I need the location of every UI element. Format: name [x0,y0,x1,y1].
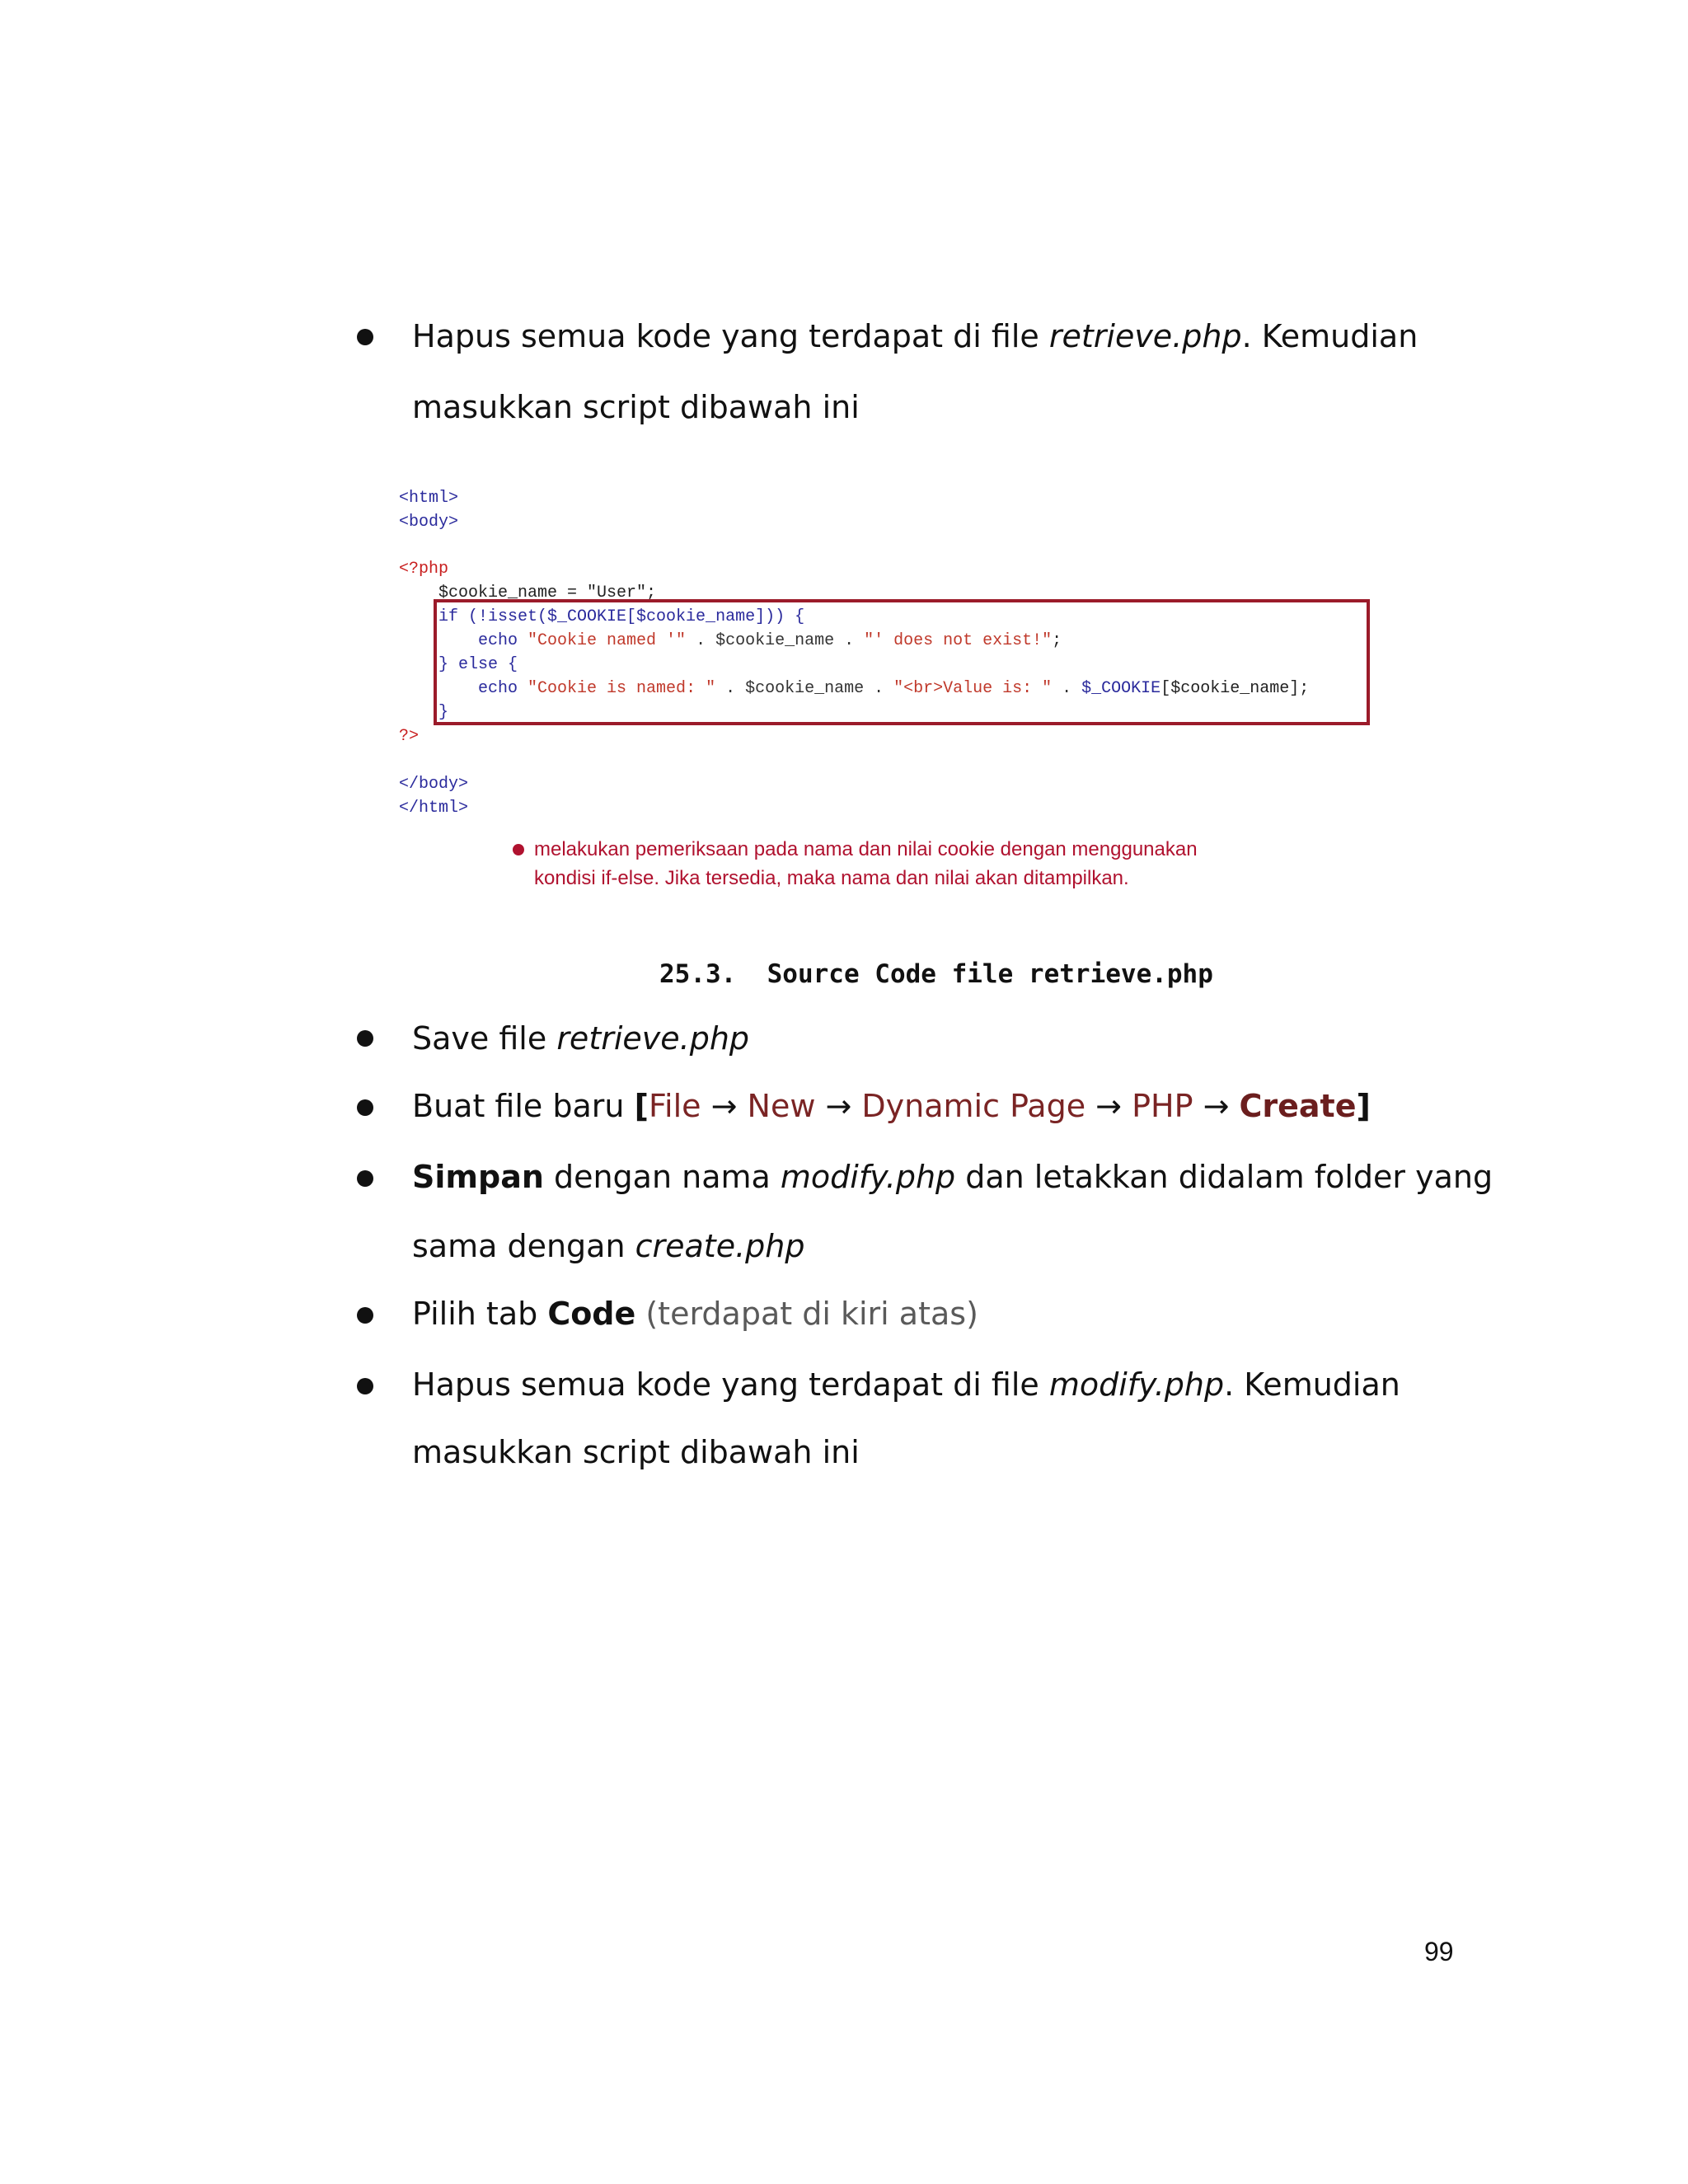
bullet-dot [357,329,373,345]
code-line-php-close: ?> [399,727,420,746]
code-line-php-open: <?php [399,560,449,579]
instruction-text-continued: sama dengan create.php [412,1228,805,1264]
bullet-dot [357,1030,373,1047]
instruction-text: Save file retrieve.php [412,1020,750,1057]
note-bullet-icon [513,844,524,855]
instruction-text: Pilih tab Code (terdapat di kiri atas) [412,1296,978,1332]
bullet-dot [357,1378,373,1394]
instruction-text-continued: masukkan script dibawah ini [412,1434,860,1470]
code-line-echo-not-exist: echo "Cookie named '" . $cookie_name . "' does not exist!"; [399,631,1062,650]
code-note-line-1: melakukan pemeriksaan pada nama dan nilai cookie dengan menggunakan [534,838,1198,860]
page-number: 99 [1424,1937,1454,1966]
bullet-dot [357,1099,373,1116]
instruction-text: Simpan dengan nama modify.php dan letakkan didalam folder yang [412,1159,1493,1195]
instruction-text-continued: masukkan script dibawah ini [412,389,860,425]
code-line-html-close: </html> [399,799,469,818]
instruction-text-menu-path: Buat file baru [File → New → Dynamic Page → PHP → Create] [412,1088,1371,1124]
code-line-body-open: <body> [399,513,459,532]
bullet-dot [357,1170,373,1187]
code-line-body-close: </body> [399,775,469,794]
code-line-else: } else { [399,655,518,674]
code-line-echo-value: echo "Cookie is named: " . $cookie_name . "<br>Value is: " . $_COOKIE[$cookie_name]; [399,679,1310,698]
bullet-dot [357,1307,373,1324]
code-line-brace-close: } [399,703,449,722]
instruction-text: Hapus semua kode yang terdapat di file modify.php. Kemudian [412,1366,1400,1403]
code-line-html-open: <html> [399,489,459,508]
code-line-if: if (!isset($_COOKIE[$cookie_name])) { [399,607,805,626]
instruction-text: Hapus semua kode yang terdapat di file retrieve.php. Kemudian [412,318,1418,354]
code-note-line-2: kondisi if-else. Jika tersedia, maka nama dan nilai akan ditampilkan. [534,867,1129,889]
figure-caption: 25.3. Source Code file retrieve.php [659,959,1213,989]
code-line-assign: $cookie_name = "User"; [399,583,657,602]
